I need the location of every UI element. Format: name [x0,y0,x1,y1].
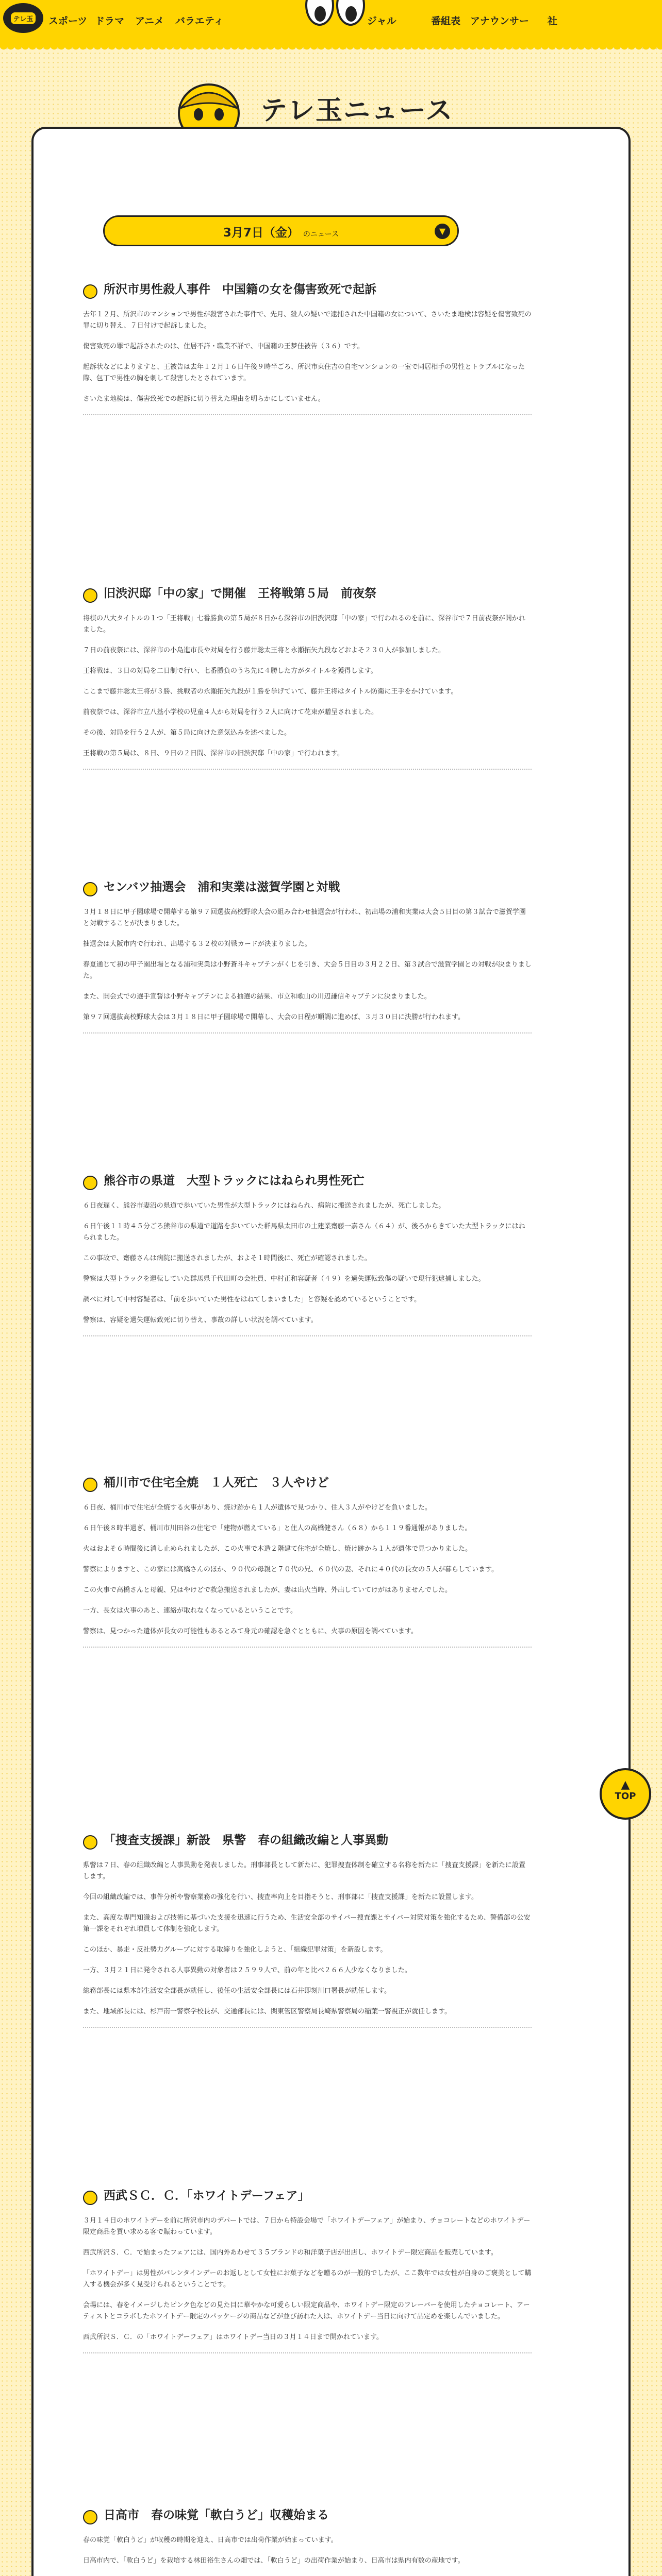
article-paragraph: 総務部長には県本部生活安全部長が就任し、後任の生活安全部長には石井即刻川口署長が就任します。 [83,1987,391,1995]
article-paragraph: 傷害致死の罪で起訴されたのは、住居不詳・職業不詳で、中国籍の王梦佳被告（３６）です。 [83,343,364,350]
article-paragraph: 警察は、容疑を過失運転致死に切り替え、事故の詳しい状況を調べています。 [83,1316,318,1324]
article-title: 所沢市男性殺人事件 中国籍の女を傷害致死で起訴 [83,281,532,298]
article-paragraph: ６日午後８時半過ぎ、桶川市川田谷の住宅で「建物が燃えている」と住人の高橋健さん（６８）から１１９番通報がありました。 [83,1524,472,1532]
article-paragraph: 前夜祭では、深谷市立八基小学校の児童４人から対局を行う２人に向けて花束が贈呈されました。 [83,708,378,716]
article-paragraph: 西武所沢Ｓ．Ｃ．の「ホワイトデーフェア」はホワイトデー当日の３月１４日まで開かれています。 [83,2333,383,2341]
article-title: 桶川市で住宅全焼 １人死亡 ３人やけど [83,1475,532,1491]
divider [83,414,532,415]
article-paragraph: 今回の組織改編では、事件分析や警察業務の強化を行い、捜査率向上を目指そうと、刑事部に「捜査支援課」を新たに設置します。 [83,1893,478,1901]
chevron-down-icon[interactable]: ▼ [435,224,450,239]
news-article [83,1832,532,2028]
article-paragraph: 警察は、見つかった遺体が長女の可能性もあるとみて身元の確認を急ぐとともに、火事の原因を調べています。 [83,1628,418,1635]
nav-variety[interactable]: バラエティ [175,15,224,27]
divider [83,1032,532,1033]
page-title: テレ玉ニュース [260,95,454,126]
article-paragraph: ７日の前夜祭には、深谷市の小島進市長や対局を行う藤井聡太王将と永瀬拓矢九段などおよそ２３０人が参加しました。 [83,647,445,654]
logo-text: テレ玉 [11,12,36,24]
article-paragraph: 一方、長女は火事のあと、連絡が取れなくなっているということです。 [83,1607,297,1615]
article-paragraph: 調べに対して中村容疑者は、「前を歩いていた男性をはねてしまいました」と容疑を認めているということです。 [83,1296,421,1303]
nav-anime[interactable]: アニメ [135,15,164,27]
news-article [83,879,532,1033]
site-header [0,0,662,47]
nav-announcer[interactable]: アナウンサー [470,15,529,27]
article-paragraph: 第９７回選抜高校野球大会は３月１８日に甲子園球場で開幕し、大会の日程が順調に進めば、３月３０日に決勝が行われます。 [83,1013,465,1021]
article-paragraph: ３月１８日に甲子園球場で開幕する第９７回選抜高校野球大会の組み合わせ抽選会が行われ、初出場の浦和実業は大会５日目の第３試合で滋賀学園と対戦することが決まりました。 [83,908,526,927]
article-paragraph: 起訴状などによりますと、王被告は去年１２月１６日午後９時半ごろ、所沢市東住吉の自宅マンションの一室で同居相手の男性とトラブルになった際、包丁で男性の胸を刺して殺害したとされています。 [83,363,525,382]
nav-company[interactable]: 社 [548,15,558,27]
news-article [83,281,532,415]
back-to-top-button[interactable] [600,1768,651,1820]
article-paragraph: さいたま地検は、傷害致死での起訴に切り替えた理由を明らかにしていません。 [83,395,325,403]
article-paragraph: 警察は大型トラックを運転していた群馬県千代田町の会社員、中村正和容疑者（４９）を過失運転致傷の疑いで現行犯逮捕しました。 [83,1275,485,1283]
article-paragraph: 去年１２月、所沢市のマンションで男性が殺害された事件で、先月、殺人の疑いで逮捕された中国籍の女について、さいたま地検は容疑を傷害致死の罪に切り替え、７日付けで起訴しました。 [83,311,532,330]
article-paragraph: 春の味覚「軟白うど」が収穫の時期を迎え、日高市では出荷作業が始まっています。 [83,2536,338,2544]
date-selector[interactable] [103,215,459,246]
divider [83,2027,532,2028]
article-paragraph: 日高市内で、「軟白うど」を栽培する林田裕生さんの畑では、「軟白うど」の出荷作業が始まり、日高市は県内有数の産地です。 [83,2557,465,2565]
article-paragraph: 王将戦は、３日の対局を二日制で行い、七番勝負のうち先に４勝した方がタイトルを獲得します。 [83,667,377,675]
news-article [83,1173,532,1336]
article-paragraph: 会場には、春をイメージしたピンク色などの見た目に華やかな可愛らしい限定商品や、ホワイトデー限定のフレーバーを使用したチョコレート、アーティストとコラボしたホワイトデー限定のパッケージの商品などが並び訪れた人は、ホワイトデー当日に向けて品定めを楽しんでいました。 [83,2301,530,2320]
chevron-up-icon: ▲ [621,1778,630,1791]
article-paragraph: 春夏通じて初の甲子園出場となる浦和実業は小野蒼斗キャプテンがくじを引き、大会５日目の３月２２日、第３試合で滋賀学園との対戦が決まりました。 [83,961,532,980]
article-title: 旧渋沢邸「中の家」で開催 王将戦第５局 前夜祭 [83,585,532,602]
site-logo[interactable] [3,3,43,33]
news-article [83,1475,532,1648]
nav-sports[interactable]: スポーツ [48,15,88,27]
nav-genre[interactable]: ジャル [367,15,396,27]
news-article [83,585,532,770]
article-title: 日高市 春の味覚「軟白うど」収穫始まる [83,2507,532,2523]
article-paragraph: ６日夜、桶川市で住宅が全焼する火事があり、焼け跡から１人が遺体で見つかり、住人３人がやけどを負いました。 [83,1504,432,1512]
article-title: 西武ＳＣ．Ｃ．「ホワイトデーフェア」 [83,2188,532,2204]
article-paragraph: ６日午後１１時４５分ごろ熊谷市の県道で道路を歩いていた群馬県太田市の土建業齋藤一嘉さん（６４）が、後ろからきていた大型トラックにはねられました。 [83,1223,525,1242]
article-paragraph: この火事で高橋さんと母親、兄はやけどで救急搬送されましたが、妻は出火当時、外出していてけがはありませんでした。 [83,1586,452,1594]
article-paragraph: ３月１４日のホワイトデーを前に所沢市内のデパートでは、７日から特設会場で「ホワイトデーフェア」が始まり、チョコレートなどのホワイトデー限定商品を買い求める客で賑わっています。 [83,2217,531,2236]
article-title: 「捜査支援課」新設 県警 春の組織改編と人事異動 [83,1832,532,1849]
article-paragraph: この事故で、齋藤さんは病院に搬送されましたが、およそ１時間後に、死亡が確認されました。 [83,1255,371,1262]
article-paragraph: また、地域部長には、杉戸南一警察学校長が、交通部長には、関東管区警察局長崎県警察局の稲葉一警視正が就任します。 [83,2008,451,2015]
back-to-top-label: TOP [615,1791,636,1802]
article-paragraph: 火はおよそ６時間後に消し止められましたが、この火事で木造２階建て住宅が全焼し、焼け跡から１人が遺体で見つかりました。 [83,1545,472,1553]
article-paragraph: 抽選会は大阪市内で行われ、出場する３２校の対戦カードが決まりました。 [83,940,311,948]
news-article [83,2507,532,2576]
article-paragraph: 将棋の八大タイトルの１つ「王将戦」七番勝負の第５局が８日から深谷市の旧渋沢邸「中の家」で行われるのを前に、深谷市で７日前夜祭が開かれました。 [83,615,525,634]
selected-date: 3月7日（金） [223,226,299,240]
article-paragraph: その後、対局を行う２人が、第５局に向けた意気込みを述べました。 [83,729,291,737]
news-article [83,2188,532,2353]
mascot-eyes [305,0,367,31]
article-paragraph: 王将戦の第５局は、８日、９日の２日間、深谷市の旧渋沢邸「中の家」で行われます。 [83,750,344,757]
nav-drama[interactable]: ドラマ [95,15,125,27]
article-paragraph: 「ホワイトデー」は男性がバレンタインデーのお返しとして女性にお菓子などを贈るのが一般的でしたが、ここ数年では女性が自身のご褒美として購入する機会が多く見受けられるということです。 [83,2269,532,2289]
divider [83,1335,532,1336]
article-title: センバツ抽選会 浦和実業は滋賀学園と対戦 [83,879,532,895]
article-paragraph: ６日夜遅く、熊谷市妻沼の県道で歩いていた男性が大型トラックにはねられ、病院に搬送されましたが、死亡しました。 [83,1202,445,1210]
article-paragraph: 一方、３月２１日に発令される人事異動の対象者は２５９９人で、前の年と比べ２６６人少なくなりました。 [83,1967,411,1974]
nav-program-guide[interactable]: 番組表 [431,15,461,27]
date-suffix: のニュース [303,230,339,239]
divider [83,769,532,770]
article-paragraph: 警察によりますと、この家には高橋さんのほか、９０代の母親と７０代の兄、６０代の妻、それに４０代の長女の５人が暮らしています。 [83,1566,498,1573]
divider [83,2352,532,2353]
article-paragraph: また、開会式での選手宣誓は小野キャプテンによる抽選の結果、市立和歌山の川辺謙信キャプテンに決まりました。 [83,993,431,1001]
article-paragraph: ここまで藤井聡太王将が３勝、挑戦者の永瀬拓矢九段が１勝を挙げていて、藤井王将はタイトル防衛に王手をかけています。 [83,688,458,696]
article-paragraph: 県警は７日、春の組織改編と人事異動を発表しました。刑事部長として新たに、犯罪捜査体制を確立する名称を新たに「捜査支援課」を新たに設置します。 [83,1861,526,1880]
article-paragraph: また、高度な専門知識および技術に基づいた支援を迅速に行うため、生活安全部のサイバー捜査課とサイバー対策対策を強化するため、警備部の公安第一課をそれぞれ増員して体制を強化します。 [83,1914,531,1933]
divider [83,1647,532,1648]
article-paragraph: 西武所沢Ｓ．Ｃ．で始まったフェアには、国内外あわせて３５ブランドの和洋菓子店が出店し、ホワイトデー限定商品を販売しています。 [83,2249,498,2257]
article-paragraph: このほか、暴走・反社勢力グループに対する取締りを強化しようと、「組織犯罪対策」を新設します。 [83,1946,387,1954]
article-title: 熊谷市の県道 大型トラックにはねられ男性死亡 [83,1173,532,1189]
